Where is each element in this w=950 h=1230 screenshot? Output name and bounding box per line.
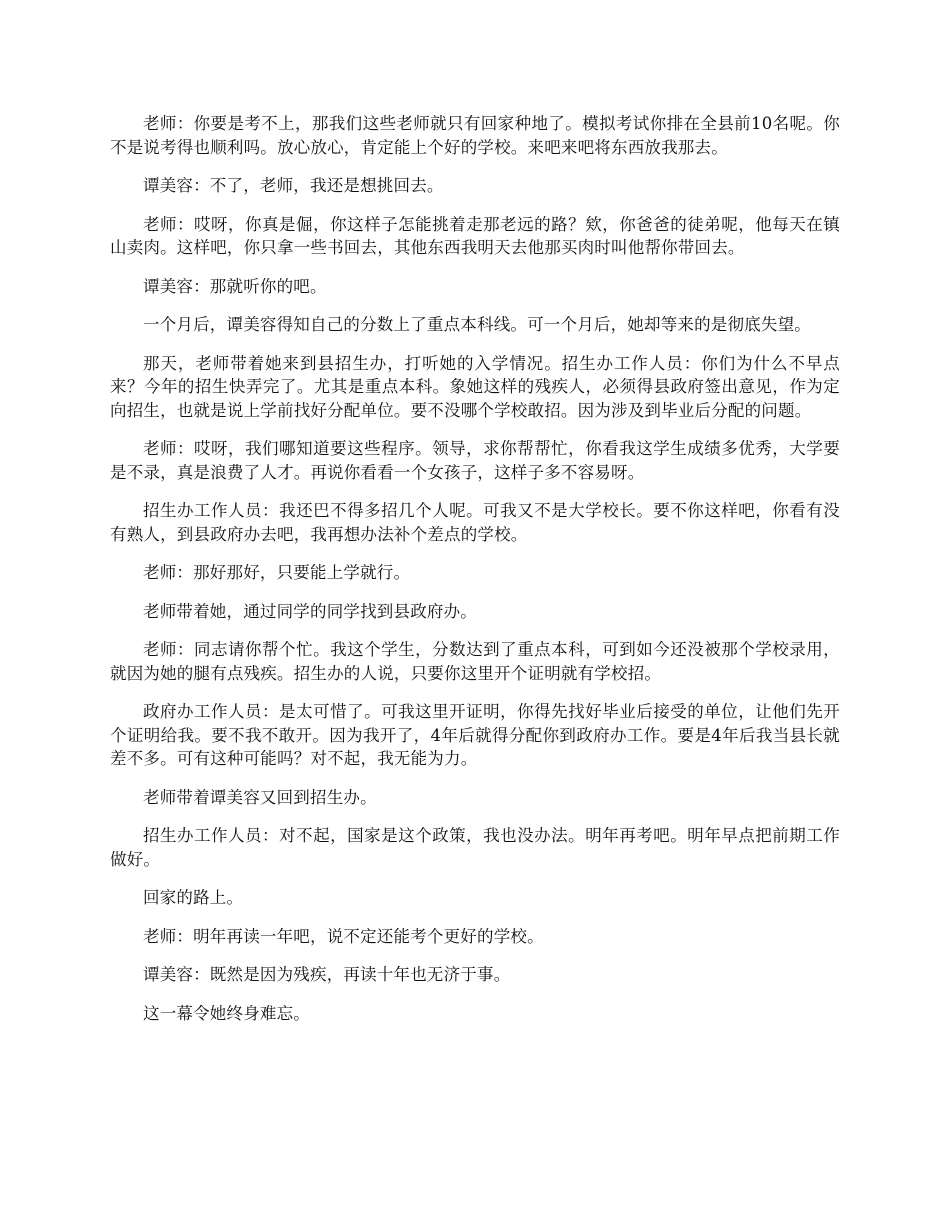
paragraph-tan-reply: 谭美容：既然是因为残疾，再读十年也无济于事。	[143, 965, 511, 984]
paragraph-tan-decline: 谭美容：不了，老师，我还是想挑回去。	[143, 176, 444, 195]
paragraph-go-gov-office: 老师带着她，通过同学的同学找到县政府办。	[143, 601, 477, 621]
document-page	[110, 112, 840, 1040]
paragraph-way-home: 回家的路上。	[143, 888, 244, 907]
paragraph-teacher-next-year: 老师：明年再读一年吧，说不定还能考个更好的学校。	[143, 926, 544, 946]
paragraph-teacher-plead: 老师：哎呀，我们哪知道要这些程序。领导，求你帮帮忙，你看我这学生成绩多优秀，大学要是不录，真是浪费了人才。再说你看看一个女孩子，这样子多不容易呀。	[110, 439, 840, 482]
paragraph-teacher-suggest: 老师：哎呀，你真是倔，你这样子怎能挑着走那老远的路？欸，你爸爸的徒弟呢，他每天在镇山卖肉。这样吧，你只拿一些书回去，其他东西我明天去他那买肉时叫他帮你带回去。	[110, 214, 840, 257]
paragraph-staff-reply: 招生办工作人员：我还巴不得多招几个人呢。可我又不是大学校长。要不你这样吧，你看有没有熟人，到县政府办去吧，我再想办法补个差点的学校。	[110, 501, 840, 544]
paragraph-tan-agree: 谭美容：那就听你的吧。	[143, 276, 327, 296]
paragraph-unforgettable: 这一幕令她终身难忘。	[143, 1003, 310, 1023]
paragraph-staff-sorry: 招生办工作人员：对不起，国家是这个政策，我也没办法。明年再考吧。明年早点把前期工作做好。	[110, 826, 840, 869]
paragraph-teacher-request: 老师：同志请你帮个忙。我这个学生，分数达到了重点本科，可到如今还没被那个学校录用，就因为她的腿有点残疾。招生办的人说，只要你这里开个证明就有学校招。	[110, 640, 840, 683]
paragraph-gov-staff-reply: 政府办工作人员：是太可惜了。可我这里开证明，你得先找好毕业后接受的单位，让他们先开个证明给我。要不我不敢开。因为我开了，4年后就得分配你到政府办工作。要是4年后我当县长就差不多。可有这种可能吗？对不起，我无能为力。	[110, 702, 840, 768]
paragraph-month-later: 一个月后，谭美容得知自己的分数上了重点本科线。可一个月后，她却等来的是彻底失望。	[143, 315, 811, 334]
paragraph-return-office: 老师带着谭美容又回到招生办。	[143, 787, 377, 807]
paragraph-admissions-office: 那天，老师带着她来到县招生办，打听她的入学情况。招生办工作人员：你们为什么不早点来？今年的招生快弄完了。尤其是重点本科。象她这样的残疾人，必须得县政府签出意见，作为定向招生，也就是说上学前找好分配单位。要不没哪个学校敢招。因为涉及到毕业后分配的问题。	[110, 353, 840, 420]
paragraph-teacher-ok: 老师：那好那好，只要能上学就行。	[143, 563, 411, 582]
paragraph-teacher-encourage: 老师：你要是考不上，那我们这些老师就只有回家种地了。模拟考试你排在全县前10名呢。你不是说考得也顺利吗。放心放心，肯定能上个好的学校。来吧来吧将东西放我那去。	[110, 114, 840, 157]
